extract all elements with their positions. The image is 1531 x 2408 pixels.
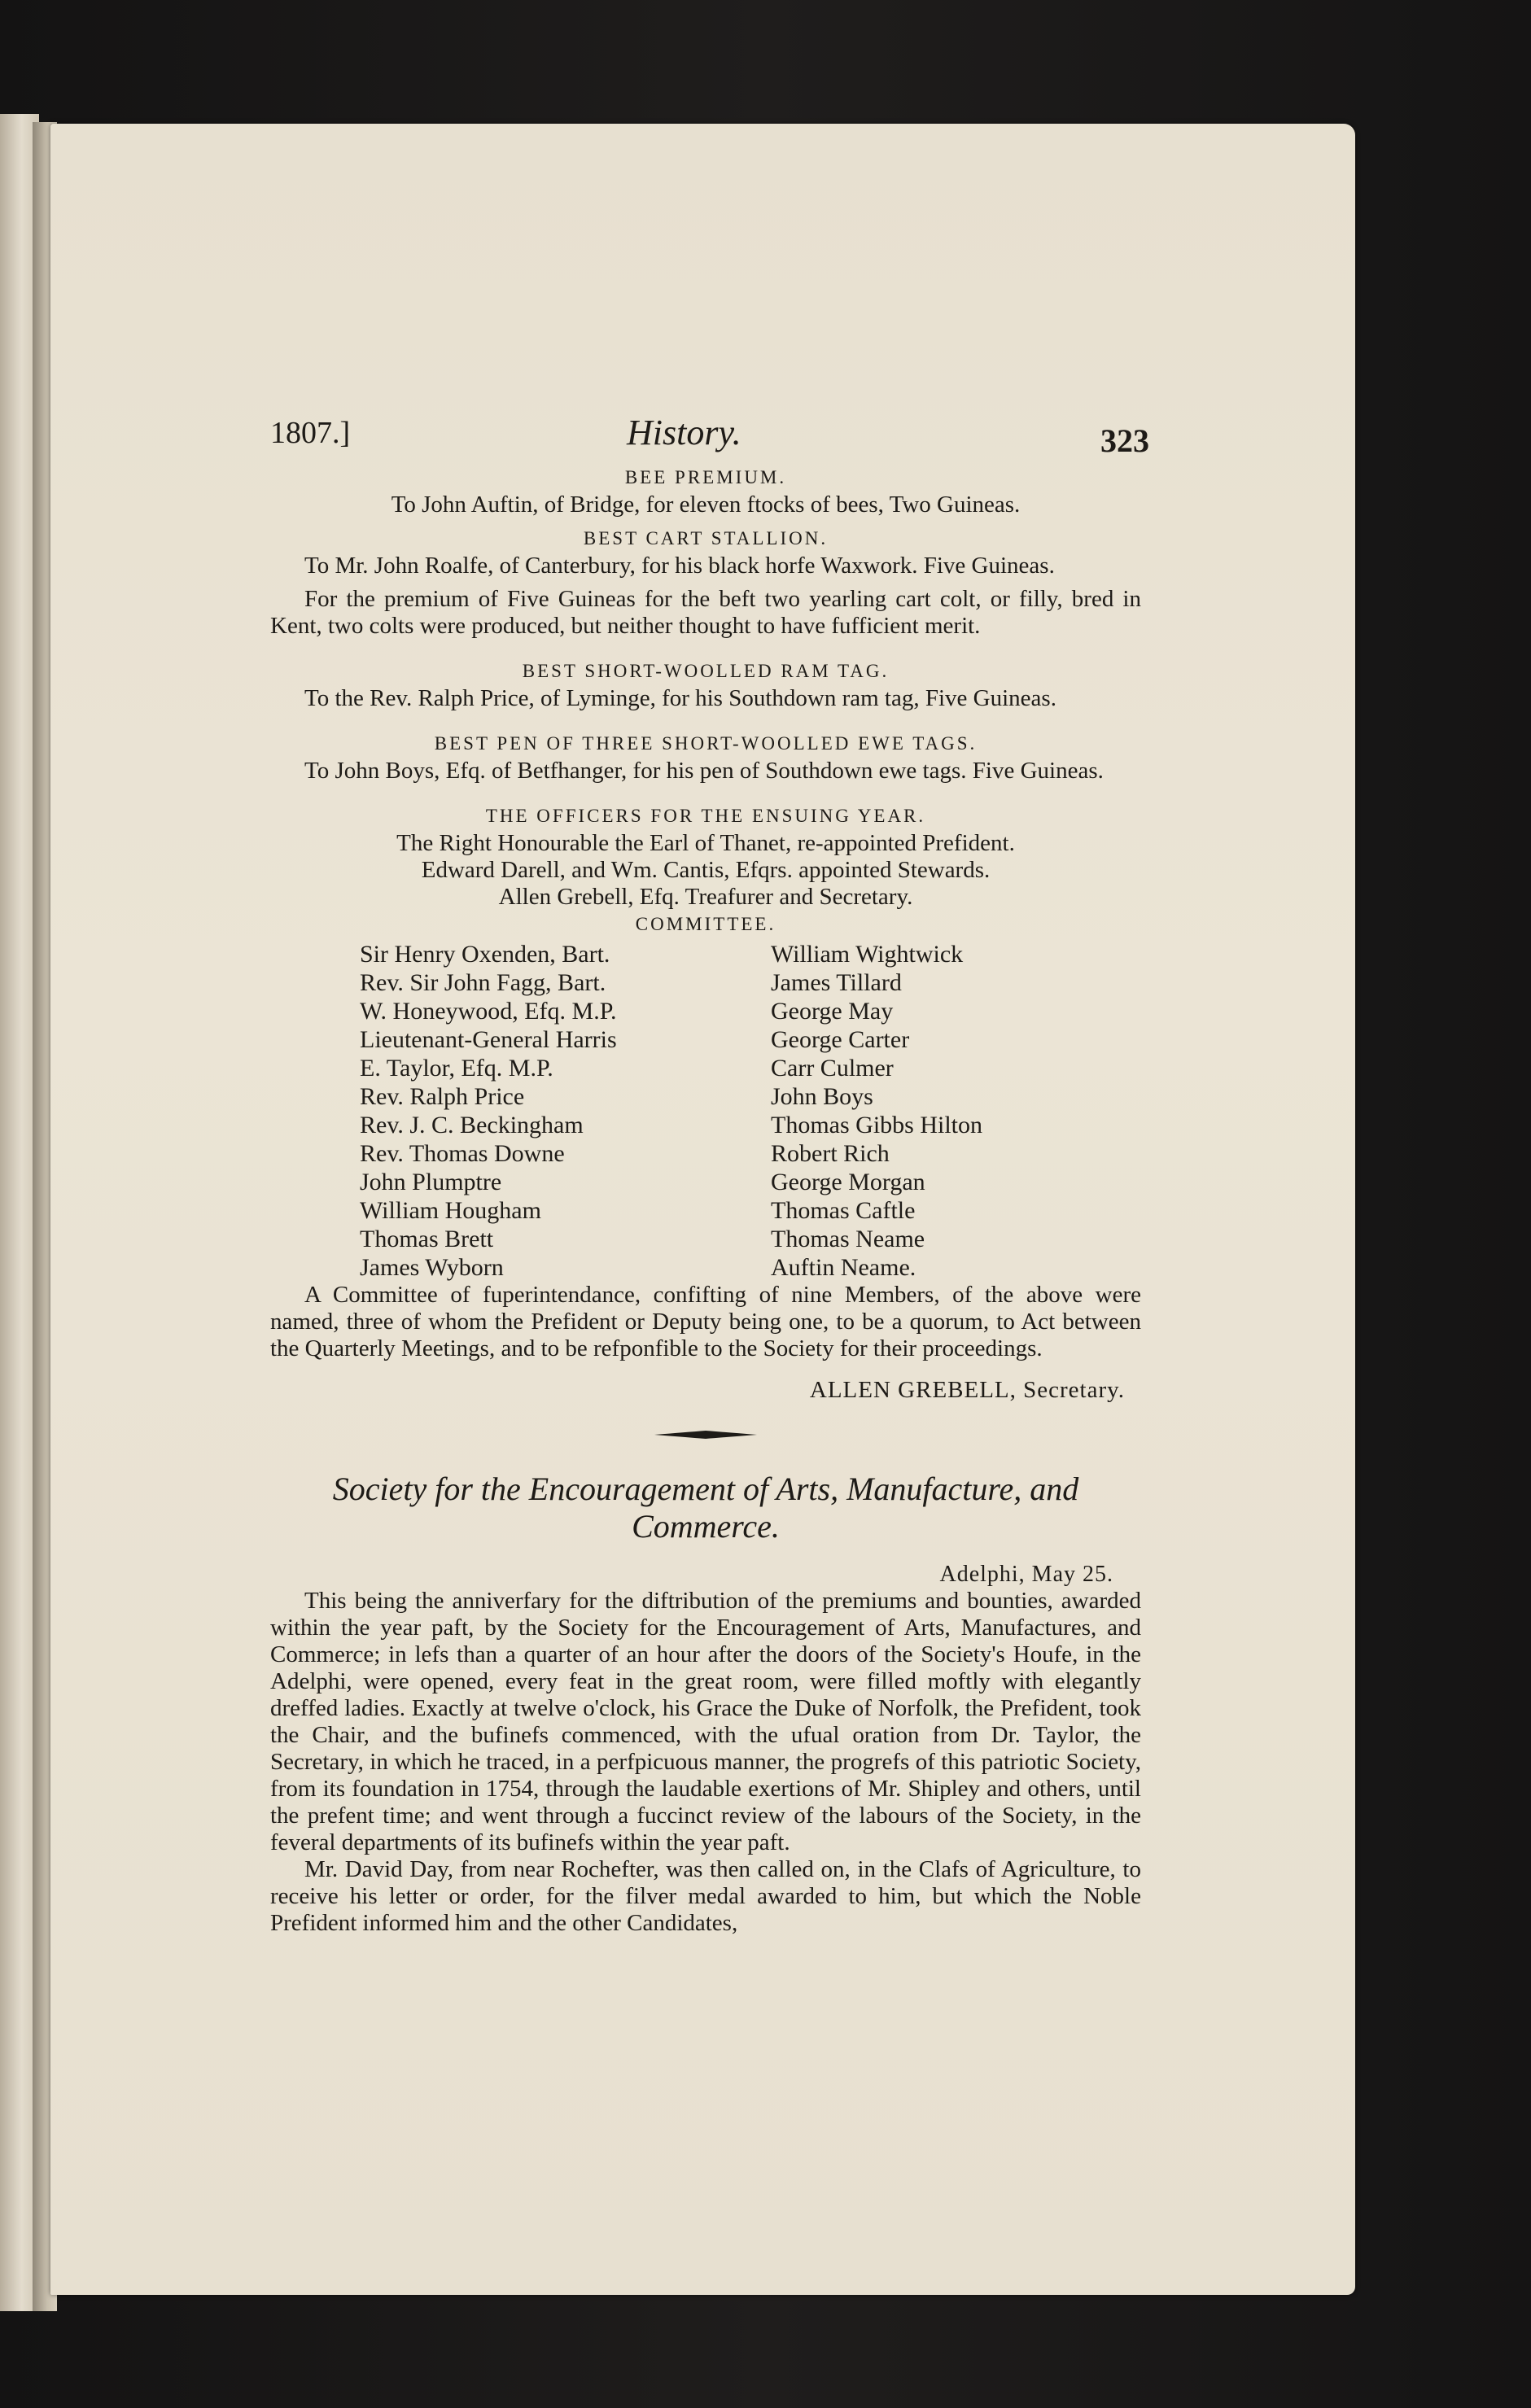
committee-member: George Carter xyxy=(771,1026,910,1053)
society-title-line2: Commerce. xyxy=(632,1508,780,1545)
society-title-line1: Society for the Encouragement of Arts, Manufacture, and xyxy=(332,1471,1079,1507)
committee-member: Rev. Thomas Downe xyxy=(360,1140,565,1167)
officer-treasurer: Allen Grebell, Efq. Treafurer and Secretary. xyxy=(498,884,913,910)
header-year: 1807.] xyxy=(270,416,351,450)
cart-stallion-heading: BEST CART STALLION. xyxy=(583,528,829,548)
committee-member: John Boys xyxy=(771,1083,873,1110)
book-page xyxy=(50,124,1355,2295)
committee-member: James Tillard xyxy=(771,969,902,996)
committee-member: W. Honeywood, Efq. M.P. xyxy=(360,998,617,1025)
committee-member: Sir Henry Oxenden, Bart. xyxy=(360,941,610,968)
ewe-tags-heading: BEST PEN OF THREE SHORT-WOOLLED EWE TAGS. xyxy=(434,733,978,754)
committee-member: William Hougham xyxy=(360,1197,541,1224)
ram-tag-heading: BEST SHORT-WOOLLED RAM TAG. xyxy=(522,661,890,681)
committee-member: James Wyborn xyxy=(360,1254,504,1281)
committee-column-right xyxy=(771,940,1129,1282)
committee-member: George May xyxy=(771,998,894,1025)
committee-member: Thomas Neame xyxy=(771,1226,925,1252)
running-header xyxy=(270,413,1149,464)
secretary-signature: ALLEN GREBELL, Secretary. xyxy=(809,1377,1125,1403)
committee-member: Lieutenant-General Harris xyxy=(360,1026,617,1053)
committee-member: Thomas Gibbs Hilton xyxy=(771,1112,982,1138)
society-paragraph-2: Mr. David Day, from near Rochefter, was then called on, in the Clafs of Agriculture, to receive his letter or order, for the filver medal awarded to him, but which the Noble Prefident informed him and the other Candidates, xyxy=(270,1856,1141,1936)
header-title: History. xyxy=(627,413,741,452)
committee-member: Rev. Sir John Fagg, Bart. xyxy=(360,969,606,996)
committee-member: George Morgan xyxy=(771,1169,925,1195)
committee-member: Auftin Neame. xyxy=(771,1254,916,1281)
committee-member: John Plumptre xyxy=(360,1169,502,1195)
committee-member: Rev. J. C. Beckingham xyxy=(360,1112,584,1138)
committee-member: Thomas Brett xyxy=(360,1226,494,1252)
page-number: 323 xyxy=(1100,422,1149,459)
committee-member: Carr Culmer xyxy=(771,1055,894,1082)
committee-list xyxy=(360,940,1141,1282)
ornament-rule-icon xyxy=(653,1428,759,1441)
bee-premium-text: To John Auftin, of Bridge, for eleven ftocks of bees, Two Guineas. xyxy=(391,492,1021,518)
committee-heading: COMMITTEE. xyxy=(635,914,776,934)
bee-premium-heading: BEE PREMIUM. xyxy=(624,467,787,487)
society-paragraph-1: This being the anniverfary for the diftribution of the premiums and bounties, awarded within the year paft, by the Society for the Encouragement of Arts, Manufactures, and Commerce; in lefs than a quarter of an hour after the doors of the Society's Houfe, in the Adelphi, were opened, every feat in the great room, were filled moftly with elegantly dreffed ladies. Exactly at twelve o'clock, his Grace the Duke of Norfolk, the Prefident, took the Chair, and the bufinefs commenced, with the ufual oration from Dr. Taylor, the Secretary, in which he traced, in a perfpicuous manner, the progrefs of this patriotic Society, from its foundation in 1754, through the laudable exertions of Mr. Shipley and others, until the prefent time; and went through a fuccinct review of the labours of the Society, in the feveral departments of its bufinefs within the year paft. xyxy=(270,1588,1141,1855)
committee-member: Thomas Caftle xyxy=(771,1197,916,1224)
committee-member: Rev. Ralph Price xyxy=(360,1083,525,1110)
officers-heading: THE OFFICERS FOR THE ENSUING YEAR. xyxy=(485,806,926,826)
committee-column-left xyxy=(360,940,771,1282)
committee-member: E. Taylor, Efq. M.P. xyxy=(360,1055,553,1082)
cart-colt-note: For the premium of Five Guineas for the beft two yearling cart colt, or filly, bred in Kent, two colts were produced, but neither thought to have fufficient merit. xyxy=(270,586,1141,639)
section-divider xyxy=(270,1428,1141,1441)
committee-member: Robert Rich xyxy=(771,1140,890,1167)
officer-president: The Right Honourable the Earl of Thanet, re-appointed Prefident. xyxy=(396,830,1015,856)
cart-stallion-text: To Mr. John Roalfe, of Canterbury, for his black horfe Waxwork. Five Guineas. xyxy=(304,553,1055,579)
dateline: Adelphi, May 25. xyxy=(939,1562,1113,1587)
committee-note: A Committee of fuperintendance, confifting of nine Members, of the above were named, three of whom the Prefident or Deputy being one, to be a quorum, to Act between the Quarterly Meetings, and to be refponfible to the Society for their proceedings. xyxy=(270,1282,1141,1361)
ram-tag-text: To the Rev. Ralph Price, of Lyminge, for his Southdown ram tag, Five Guineas. xyxy=(304,685,1056,711)
committee-member: William Wightwick xyxy=(771,941,964,968)
page-content xyxy=(270,413,1149,1937)
ewe-tags-text: To John Boys, Efq. of Betfhanger, for his pen of Southdown ewe tags. Five Guineas. xyxy=(304,758,1104,784)
officer-stewards: Edward Darell, and Wm. Cantis, Efqrs. appointed Stewards. xyxy=(421,857,991,883)
